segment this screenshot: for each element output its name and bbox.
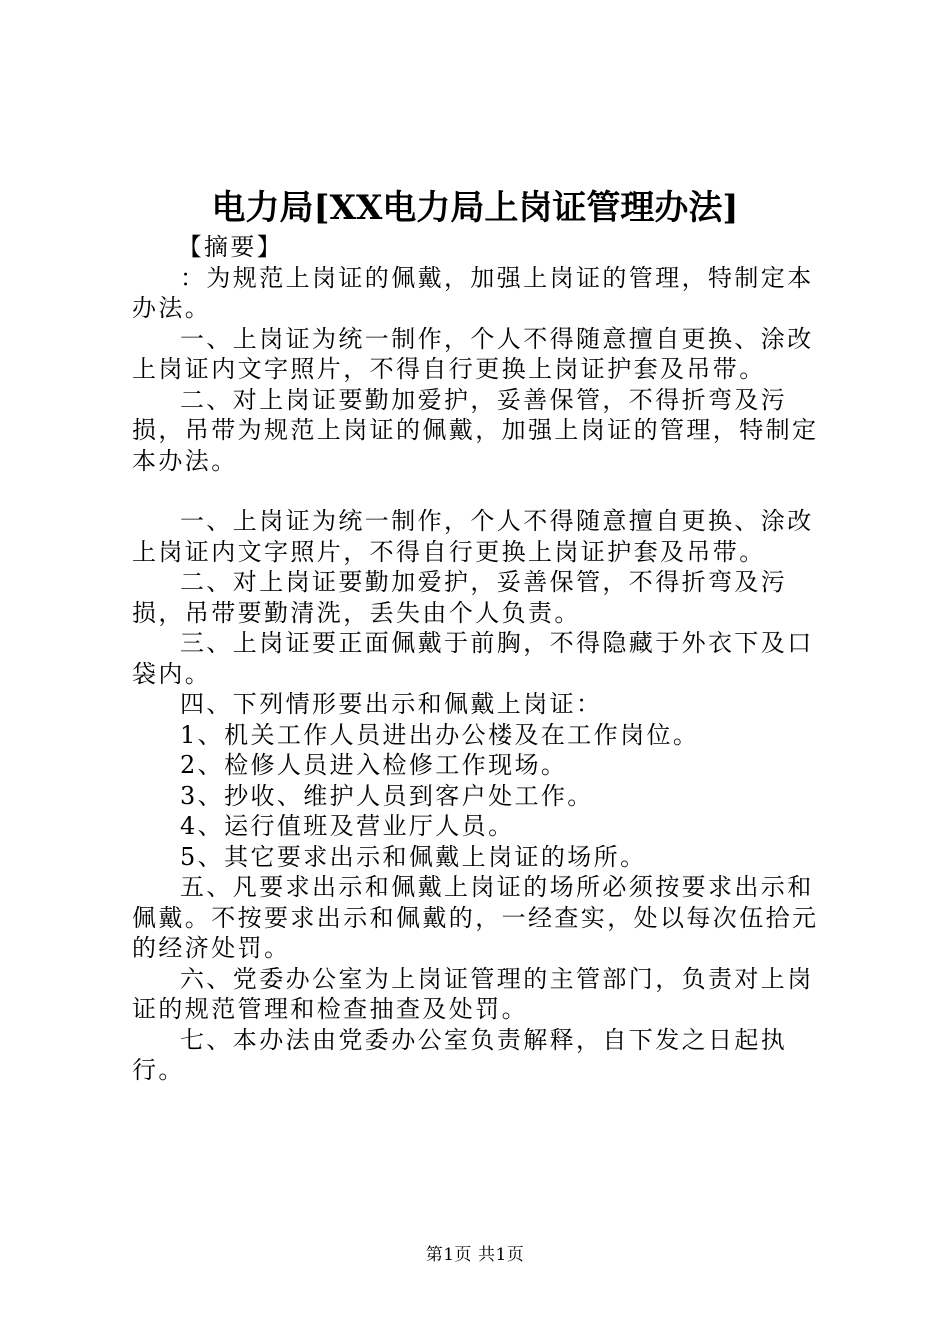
article-4: 四、下列情形要出示和佩戴上岗证： (180, 690, 603, 718)
document-title: 电力局[XX电力局上岗证管理办法] (211, 188, 739, 228)
abstract-heading: 【摘要】 (177, 233, 284, 261)
article-5: 五、凡要求出示和佩戴上岗证的场所必须按要求出示和佩戴。不按要求出示和佩戴的，一经查实，处以每次伍拾元的经济处罚。 (132, 873, 819, 962)
page-footer: 第1页 共1页 (425, 1245, 525, 1265)
abstract-text: ：为规范上岗证的佩戴，加强上岗证的管理，特制定本办法。 (132, 263, 814, 322)
paragraph-item-2: 二、对上岗证要勤加爱护，妥善保管，不得折弯及污损，吊带为规范上岗证的佩戴，加强上岗证的管理，特制定本办法。 (132, 385, 819, 475)
list-item: 1、机关工作人员进出办公楼及在工作岗位。 (180, 720, 700, 749)
paragraph-item-1: 一、上岗证为统一制作，个人不得随意擅自更换、涂改上岗证内文字照片，不得自行更换上岗证护套及吊带。 (132, 324, 814, 383)
document-body (132, 232, 832, 1086)
list-item: 4、运行值班及营业厅人员。 (180, 812, 515, 840)
list-item: 3、抄收、维护人员到客户处工作。 (180, 781, 594, 810)
article-1: 一、上岗证为统一制作，个人不得随意擅自更换、涂改上岗证内文字照片，不得自行更换上岗证护套及吊带。 (132, 507, 814, 566)
list-item: 5、其它要求出示和佩戴上岗证的场所。 (180, 842, 647, 871)
list-item: 2、检修人员进入检修工作现场。 (180, 751, 568, 779)
article-3: 三、上岗证要正面佩戴于前胸，不得隐藏于外衣下及口袋内。 (132, 629, 814, 688)
article-2: 二、对上岗证要勤加爱护，妥善保管，不得折弯及污损，吊带要勤清洗，丢失由个人负责。 (132, 568, 788, 627)
article-6: 六、党委办公室为上岗证管理的主管部门，负责对上岗证的规范管理和检查抽查及处罚。 (132, 964, 814, 1023)
article-7: 七、本办法由党委办公室负责解释，自下发之日起执行。 (132, 1025, 788, 1084)
